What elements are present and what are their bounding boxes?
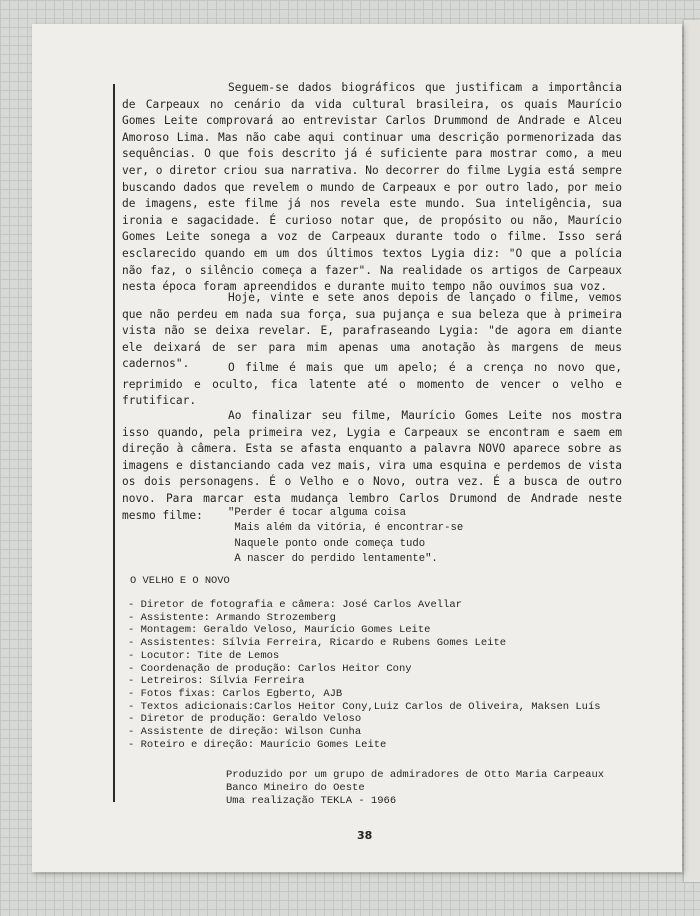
poem-line: Mais além da vitória, é encontrar-se bbox=[228, 522, 464, 535]
credit-item: - Coordenação de produção: Carlos Heitor Cony bbox=[128, 662, 412, 675]
credit-item: - Montagem: Geraldo Veloso, Maurício Gomes Leite bbox=[128, 624, 431, 637]
credit-item: - Assistente de direção: Wilson Cunha bbox=[128, 726, 362, 739]
footer-line: Uma realização TEKLA - 1966 bbox=[226, 795, 397, 808]
credit-item: - Textos adicionais:Carlos Heitor Cony,Luiz Carlos de Oliveira, Maksen Luís bbox=[128, 700, 601, 713]
margin-rule bbox=[113, 84, 115, 802]
page-number: 38 bbox=[357, 829, 373, 842]
credit-item: - Roteiro e direção: Maurício Gomes Leite bbox=[128, 738, 387, 751]
poem-quote bbox=[228, 506, 608, 568]
credit-item: - Diretor de produção: Geraldo Veloso bbox=[128, 713, 362, 726]
poem-line: A nascer do perdido lentamente". bbox=[228, 553, 438, 566]
credit-item: - Fotos fixas: Carlos Egberto, AJB bbox=[128, 687, 343, 700]
credit-item: - Assistente: Armando Strozemberg bbox=[128, 611, 336, 624]
poem-line: Naquele ponto onde começa tudo bbox=[228, 537, 426, 550]
credit-item: - Locutor: Tite de Lemos bbox=[128, 649, 280, 662]
credit-item: - Diretor de fotografia e câmera: José Carlos Avellar bbox=[128, 599, 462, 611]
footer-line: Produzido por um grupo de admiradores de Otto Maria Carpeaux bbox=[226, 769, 605, 781]
credit-item: - Assistentes: Sílvia Ferreira, Ricardo e Rubens Gomes Leite bbox=[128, 637, 507, 650]
paragraph-ending: Ao finalizar seu filme, Maurício Gomes Leite nos mostra isso quando, pela primeira vez, Lygia e Carpeaux se encontram e saem em direção à câmera. Esta se afasta enquanto a palavra NOVO aparece sobre as imagens e distanciando cada vez mais, vira uma esquina e perdemos de vista os dois personagens. É o Velho e o Novo, outra vez. É a busca de outro novo. Para marcar esta mudança lembro Carlos Drumond de Andrade neste mesmo filme: bbox=[122, 409, 622, 522]
paragraph-appeal: O filme é mais que um apelo; é a crença no novo que, reprimido e oculto, fica latente até o momento de vencer o velho e frutificar. bbox=[122, 361, 622, 408]
section-title: O VELHO E O NOVO bbox=[130, 575, 230, 587]
poem-line: "Perder é tocar alguma coisa bbox=[228, 507, 407, 519]
production-footer bbox=[226, 769, 626, 809]
credit-item: - Letreiros: Sílvia Ferreira bbox=[128, 675, 305, 688]
paragraph-today: Hoje, vinte e sete anos depois de lançado o filme, vemos que não perdeu em nada sua força, sua pujança e sua beleza que à primeira vista não se deixa revelar. E, parafraseando Lygia: "de agora em diante ele deixará de ser para mim apenas uma anotação às margens de meus cadernos". bbox=[122, 291, 622, 371]
paragraph-biography: Seguem-se dados biográficos que justificam a importância de Carpeaux no cenário da vida cultural brasileira, os quais Maurício Gomes Leite comprovará ao entrevistar Carlos Drummond de Andrade e Alceu Amoroso Lima. Mas não cabe aqui continuar uma descrição pormenorizada das sequências. O que fois descrito já é suficiente para mostrar como, a meu ver, o diretor criou sua narrativa. No decorrer do filme Lygia está sempre buscando dados que revelem o mundo de Carpeaux e por outro lado, por meio de imagens, este filme já nos revela este mundo. Sua inteligência, sua ironia e sagacidade. É curioso notar que, de propósito ou não, Maurício Gomes Leite sonega a voz de Carpeaux durante todo o filme. Isso será esclarecido quando em um dos últimos textos Lygia diz: "O que a polícia não faz, o silêncio começa a fazer". Na realidade os artigos de Carpeaux nesta época foram apreendidos e durante muito tempo não ouvimos sua voz. bbox=[122, 81, 622, 294]
credits-list bbox=[128, 599, 628, 751]
footer-line: Banco Mineiro do Oeste bbox=[226, 782, 365, 795]
adjacent-page-edge bbox=[684, 20, 700, 882]
